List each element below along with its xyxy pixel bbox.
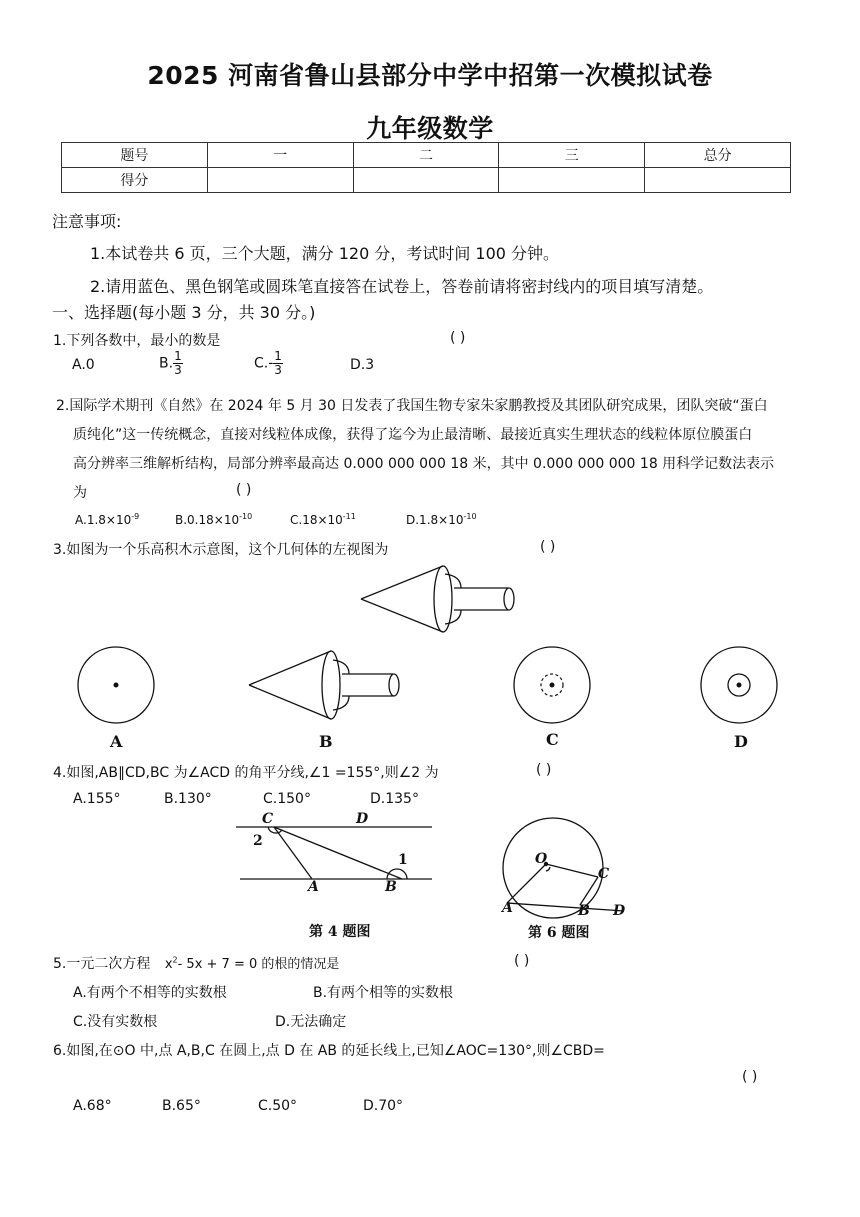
q6-option: A.68° bbox=[73, 1098, 112, 1114]
q6-option: C.50° bbox=[258, 1098, 298, 1114]
q5-option: B.有两个相等的实数根 bbox=[313, 985, 454, 1001]
q5-option: D.无法确定 bbox=[275, 1014, 347, 1030]
exam-subtitle: 九年级数学 bbox=[366, 114, 494, 143]
q3-option-c-figure bbox=[510, 645, 594, 729]
option-exponent: -11 bbox=[342, 512, 356, 521]
exam-title: 2025 河南省鲁山县部分中学中招第一次模拟试卷 bbox=[147, 61, 713, 90]
score-input-cell[interactable] bbox=[207, 168, 353, 193]
q6-option: B.65° bbox=[162, 1098, 201, 1114]
q1-option-d: D.3 bbox=[350, 357, 375, 373]
q4-text: 4.如图,AB∥CD,BC 为∠ACD 的角平分线,∠1 =155°,则∠2 为 bbox=[53, 765, 439, 781]
score-table bbox=[61, 142, 791, 193]
q3-main-figure bbox=[355, 560, 525, 640]
q5-equation bbox=[165, 953, 340, 972]
score-header-cell: 三 bbox=[499, 143, 645, 168]
q1-option-b bbox=[159, 350, 183, 377]
score-input-cell[interactable] bbox=[499, 168, 645, 193]
q5-option: A.有两个不相等的实数根 bbox=[73, 985, 227, 1001]
q4-answer-bracket[interactable]: ( ) bbox=[536, 762, 552, 778]
q2-line: 质纯化”这一传统概念，直接对线粒体成像，获得了迄今为止最清晰、最接近真实生理状态的线粒体原位膜蛋白 bbox=[73, 427, 753, 443]
q2-line: 2.国际学术期刊《自然》在 2024 年 5 月 30 日发表了我国生物专家朱家鹏教授及其团队研究成果，团队突破“蛋白 bbox=[56, 398, 768, 414]
q6-fig-label: C bbox=[598, 866, 610, 882]
notes-heading: 注意事项: bbox=[52, 212, 122, 231]
q6-figure-caption: 第 6 题图 bbox=[528, 925, 590, 941]
q2-line: 为 bbox=[73, 485, 87, 501]
q6-option: D.70° bbox=[363, 1098, 404, 1114]
q4-option: B.130° bbox=[164, 791, 212, 807]
q6-fig-label: D bbox=[613, 903, 626, 919]
q3-option-label: D bbox=[734, 732, 748, 751]
q3-text: 3.如图为一个乐高积木示意图，这个几何体的左视图为 bbox=[53, 542, 389, 558]
q4-fig-label: A bbox=[308, 879, 319, 895]
q5-text-prefix: 5.一元二次方程 bbox=[53, 956, 151, 972]
q4-option: A.155° bbox=[73, 791, 121, 807]
q1-option-c bbox=[254, 350, 283, 377]
q2-answer-bracket[interactable]: ( ) bbox=[236, 482, 252, 498]
q2-line: 高分辨率三维解析结构，局部分辨率最高达 0.000 000 000 18 米，其中 0.000 000 000 18 用科学记数法表示 bbox=[73, 456, 775, 472]
q2-option-c bbox=[290, 512, 356, 527]
q6-text: 6.如图,在⊙O 中,点 A,B,C 在圆上,点 D 在 AB 的延长线上,已知∠AOC=130°,则∠CBD= bbox=[53, 1043, 605, 1059]
q5-option: C.没有实数根 bbox=[73, 1014, 158, 1030]
q3-option-d-figure bbox=[697, 645, 781, 729]
score-input-cell[interactable] bbox=[645, 168, 791, 193]
q6-answer-bracket[interactable]: ( ) bbox=[742, 1069, 758, 1085]
q3-option-a-figure bbox=[70, 645, 164, 729]
option-exponent: -10 bbox=[463, 512, 477, 521]
q2-option-a bbox=[75, 512, 139, 527]
score-header-cell: 题号 bbox=[62, 143, 208, 168]
fraction-numerator: 1 bbox=[174, 349, 182, 363]
q1-option-b-prefix: B. bbox=[159, 355, 174, 372]
score-table-score-row bbox=[62, 168, 791, 193]
q1-text: 1.下列各数中，最小的数是 bbox=[53, 333, 221, 349]
q1-answer-bracket[interactable]: ( ) bbox=[450, 330, 466, 346]
fraction-denominator: 3 bbox=[274, 363, 282, 377]
q6-fig-label: A bbox=[502, 900, 513, 916]
score-row-label: 得分 bbox=[62, 168, 208, 193]
score-header-cell: 二 bbox=[353, 143, 499, 168]
q4-fig-label: 1 bbox=[398, 852, 408, 868]
q2-option-b bbox=[175, 512, 252, 527]
q4-fig-label: 2 bbox=[253, 833, 263, 849]
fraction bbox=[273, 350, 283, 377]
score-input-cell[interactable] bbox=[353, 168, 499, 193]
q4-fig-label: D bbox=[356, 811, 369, 827]
q4-option: D.135° bbox=[370, 791, 419, 807]
option-base: A.1.8×10 bbox=[75, 513, 132, 527]
q4-option: C.150° bbox=[263, 791, 311, 807]
q3-option-label: B bbox=[319, 732, 333, 751]
q3-option-label: C bbox=[546, 730, 559, 749]
option-base: C.18×10 bbox=[290, 513, 343, 527]
score-header-cell: 一 bbox=[207, 143, 353, 168]
equation-exponent: 2 bbox=[172, 955, 178, 965]
q5-text bbox=[53, 953, 339, 973]
option-exponent: -9 bbox=[131, 512, 140, 521]
q3-answer-bracket[interactable]: ( ) bbox=[540, 539, 556, 555]
q4-figure-caption: 第 4 题图 bbox=[309, 924, 371, 940]
q6-fig-label: O bbox=[535, 851, 548, 867]
section1-heading: 一、选择题(每小题 3 分，共 30 分。) bbox=[52, 303, 316, 322]
option-base: B.0.18×10 bbox=[175, 513, 240, 527]
fraction-denominator: 3 bbox=[174, 363, 182, 377]
q1-option-a: A.0 bbox=[72, 357, 95, 373]
option-base: D.1.8×10 bbox=[406, 513, 464, 527]
fraction bbox=[173, 350, 183, 377]
q3-option-label: A bbox=[110, 732, 123, 751]
q1-option-c-prefix: C.- bbox=[254, 355, 274, 372]
q3-option-b-figure bbox=[243, 645, 413, 725]
q2-option-d bbox=[406, 512, 477, 527]
score-table-header-row bbox=[62, 143, 791, 168]
fraction-numerator: 1 bbox=[274, 349, 282, 363]
note-item: 1.本试卷共 6 页，三个大题，满分 120 分，考试时间 100 分钟。 bbox=[90, 244, 560, 263]
q6-fig-label: B bbox=[578, 903, 590, 919]
equation-variable: x bbox=[164, 957, 173, 972]
q4-fig-label: C bbox=[262, 811, 274, 827]
q4-fig-label: B bbox=[385, 879, 397, 895]
option-exponent: -10 bbox=[239, 512, 253, 521]
equation-rest: - 5x + 7 = 0 的根的情况是 bbox=[177, 957, 340, 972]
q5-answer-bracket[interactable]: ( ) bbox=[514, 953, 530, 969]
score-header-cell: 总分 bbox=[645, 143, 791, 168]
note-item: 2.请用蓝色、黑色钢笔或圆珠笔直接答在试卷上，答卷前请将密封线内的项目填写清楚。 bbox=[90, 277, 714, 296]
